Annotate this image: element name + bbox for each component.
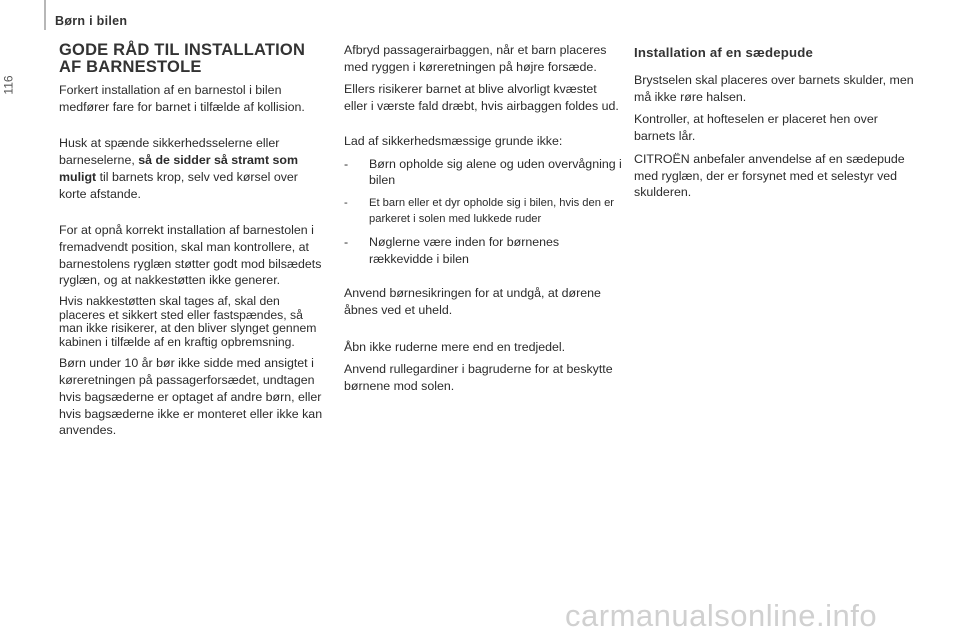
list-item: - Nøglerne være inden for børnenes rækkevidde i bilen [344,234,560,266]
paragraph-headrest: Hvis nakkestøtten skal tages af, skal den placeres et sikkert sted eller fastspændes, så man ikke risikerer, at den bliver slynget gennem kabinen i tilfælde af en kraftig opbremsning. [59,294,317,349]
paragraph-child-lock: Anvend børnesikringen for at undgå, at dørene åbnes ved et uheld. [344,286,601,318]
paragraph-shoulder-belt: Brystselen skal placeres over barnets skulder, men må ikke røre halsen. [634,73,914,104]
paragraph-seatbelts: Husk at spænde sikkerhedsselerne eller barneselerne, så de sidder så stramt som muligt til barnets krop, selv ved kørsel over korte afstande. [59,136,298,201]
paragraph-forward-facing: For at opnå korrekt installation af barnestolen i fremadvendt position, skal man kontrollere, at barnestolens ryglæn støtter godt mod bilsædets ryglæn, og at nakkestøtten ikke generer. [59,223,322,288]
list-item: - Et barn eller et dyr opholde sig i bilen, hvis den er parkeret i solen med lukkede ruder [344,196,615,226]
subsection-heading: Installation af en sædepude [634,45,814,60]
column-middle [344,42,622,401]
header-accent-bar [44,0,46,30]
column-right [634,42,916,207]
safety-list [344,156,622,268]
paragraph-airbag-off: Afbryd passagerairbaggen, når et barn placeres med ryggen i køreretningen på højre forsæde. [344,43,607,74]
paragraph-booster-recommendation: CITROËN anbefaler anvendelse af en sædepude med ryglæn, der er forsynet med et selestyr ved skulderen. [634,151,905,200]
paragraph-sunblinds: Anvend rullegardiner i bagruderne for at beskytte børnene mod solen. [344,362,613,394]
section-heading: GODE RÅD TIL INSTALLATION AF BARNESTOLE [59,41,306,76]
chapter-title: Børn i bilen [55,14,128,28]
page-number: 116 [2,75,17,95]
paragraph-safety-intro: Lad af sikkerhedsmæssige grunde ikke: [344,133,563,148]
list-item: - Børn opholde sig alene og uden overvågning i bilen [344,156,622,188]
emphasis-tight: så de sidder så stramt som muligt [59,153,298,184]
paragraph-airbag-risk: Ellers risikerer barnet at blive alvorligt kvæstet eller i værste fald dræbt, hvis airbaggen foldes ud. [344,82,619,114]
paragraph-lap-belt: Kontroller, at hofteselen er placeret hen over barnets lår. [634,112,878,144]
paragraph-windows: Åbn ikke ruderne mere end en tredjedel. [344,339,566,354]
watermark: carmanualsonline.info [565,598,878,633]
paragraph-under-10: Børn under 10 år bør ikke sidde med ansigtet i køreretningen på passagerforsædet, undtagen hvis bagsæderne er optaget af andre børn, eller hvis bagsæderne ikke er monteret eller ikke kan anvendes. [59,356,323,438]
paragraph-incorrect-installation: Forkert installation af en barnestol i bilen medfører fare for barnet i tilfælde af kollision. [59,83,305,114]
column-left [59,42,327,445]
